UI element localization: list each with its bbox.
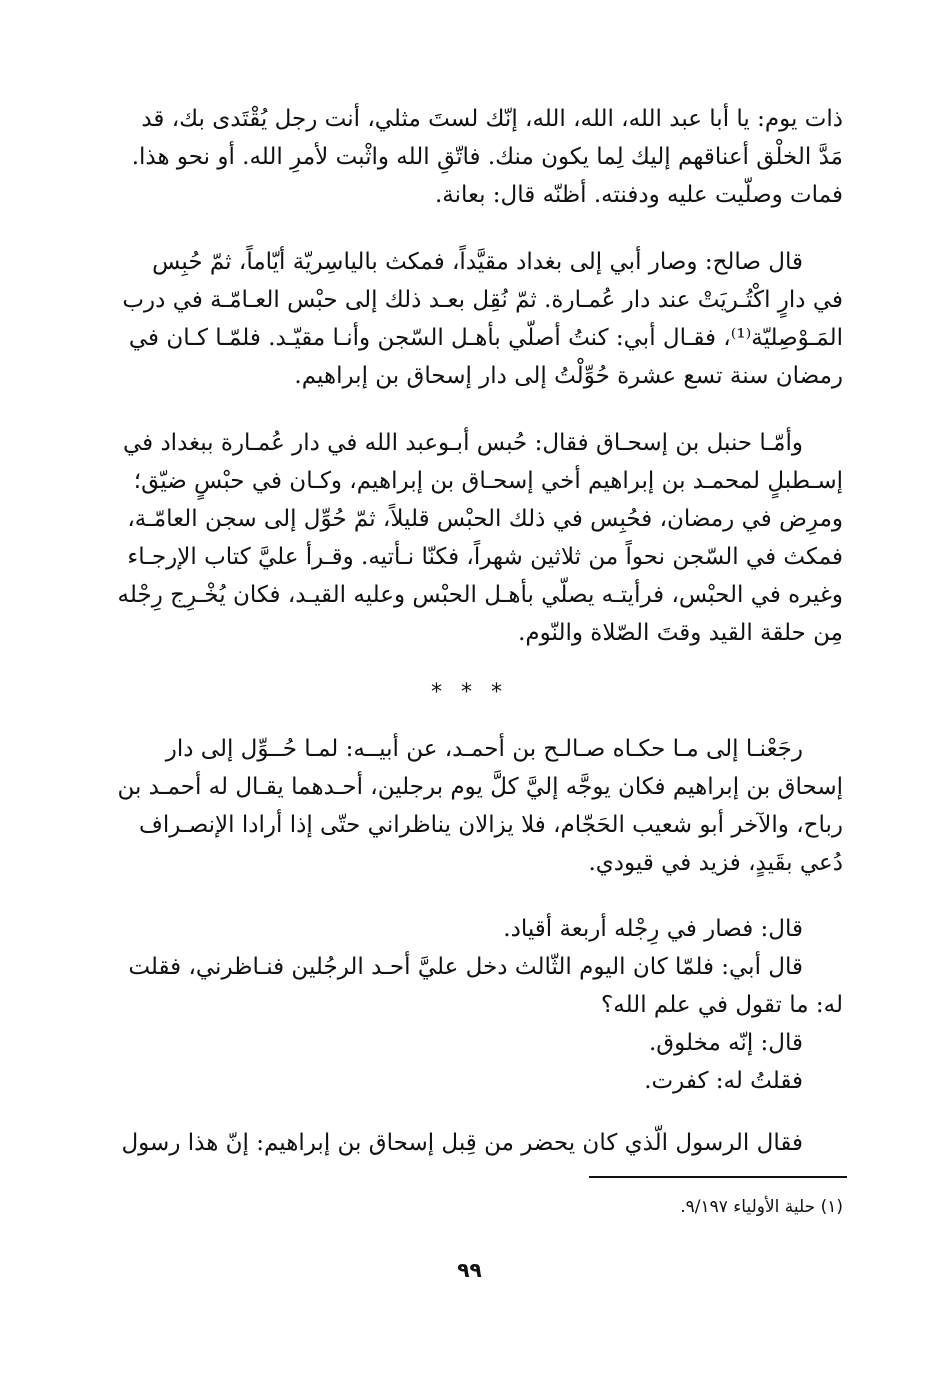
text-line: فمات وصلّيت عليه ودفنته. أظنّه قال: بعانة. xyxy=(434,182,843,208)
text-line: وأمّـا حنبل بن إسحـاق فقال: حُبس أبـوعبد الله في دار عُمـارة ببغداد في xyxy=(122,430,803,456)
text-line: قال: فصار في رِجْله أربعة أقياد. xyxy=(503,916,803,942)
text-line: إسـطبلٍ لمحمـد بن إبراهيم أخي إسحـاق بن إبراهيم، وكـان في حبْسٍ ضيّق؛ xyxy=(133,468,843,494)
section-separator: * * * xyxy=(431,680,508,705)
text-line: ذات يوم: يا أبا عبد الله، الله، الله، إنّك لستَ مثلي، أنت رجل يُقْتَدى بك، قد xyxy=(141,106,843,132)
text-line: قال أبي: فلمّا كان اليوم الثّالث دخل عليَّ أحـد الرجُلين فنـاظرني، فقلت xyxy=(128,954,803,980)
text-line: وغيره في الحبْس، فرأيتـه يصلّي بأهـل الحبْس وعليه القيـد، فكان يُخْـرِج رِجْله xyxy=(117,582,843,608)
text-line: دُعي بقَيدٍ، فزيد في قيودي. xyxy=(588,850,843,876)
paragraph-2 xyxy=(98,243,843,395)
text-line: قال صالح: وصار أبي إلى بغداد مقيَّداً، فمكث بالياسِريّة أيّاماً، ثمّ حُبِس xyxy=(152,249,803,275)
text-line: رمضان سنة تسع عشرة حُوِّلْتُ إلى دار إسحاق بن إبراهيم. xyxy=(294,363,843,389)
text-line: إسحاق بن إبراهيم فكان يوجَّه إليَّ كلَّ يوم برجلين، أحـدهما يقـال له أحمـد بن xyxy=(117,774,843,800)
text-line: قال: إنّه مخلوق. xyxy=(648,1030,803,1056)
paragraph-4 xyxy=(98,730,843,882)
footnote-divider xyxy=(589,1176,847,1178)
paragraph-5 xyxy=(98,910,843,1100)
text-line: فمكث في السّجن نحواً من ثلاثين شهراً، فكنّا نـأتيه. وقـرأ عليَّ كتاب الإرجـاء xyxy=(127,544,843,570)
text-line: ومرِض في رمضان، فحُبِس في ذلك الحبْس قليلاً، ثمّ حُوِّل إلى سجن العامّـة، xyxy=(127,506,843,532)
text-line: مَدَّ الخلْق أعناقهم إليك لِما يكون منك. فاتّقِ الله واثْبت لأمرِ الله. أو نحو هذا. xyxy=(131,144,843,170)
text-line: فقلتُ له: كفرت. xyxy=(644,1068,803,1094)
paragraph-1 xyxy=(98,100,843,214)
text-line: رباح، والآخر أبو شعيب الحَجّام، فلا يزالان يناظراني حتّى إذا أرادا الإنصـراف xyxy=(139,812,843,838)
text-line: في دارٍ اكْتُـريَتْ عند دار عُمـارة. ثمّ نُقِل بعـد ذلك إلى حبْس العـامّـة في درب xyxy=(122,287,843,313)
footnote: (١) حلية الأولياء ٩/١٩٧. xyxy=(680,1197,843,1217)
text-line: فقال الرسول الّذي كان يحضر من قِبل إسحاق بن إبراهيم: إنّ هذا رسول xyxy=(121,1130,803,1156)
page-number: ٩٩ xyxy=(457,1258,482,1282)
paragraph-3 xyxy=(98,424,843,652)
text-line: رجَعْنـا إلى مـا حكـاه صـالـح بن أحمـد، عن أبيــه: لمـا حُــوِّل إلى دار xyxy=(165,736,803,762)
text-line: مِن حلقة القيد وقتَ الصّلاة والنّوم. xyxy=(518,620,843,646)
text-line: له: ما تقول في علم الله؟ xyxy=(601,992,843,1018)
paragraph-6 xyxy=(98,1124,843,1162)
text-line: المَـوْصِليّة⁽¹⁾، فقـال أبي: كنتُ أصلّي بأهـل السّجن وأنـا مقيّـد. فلمّـا كـان في xyxy=(128,325,843,351)
